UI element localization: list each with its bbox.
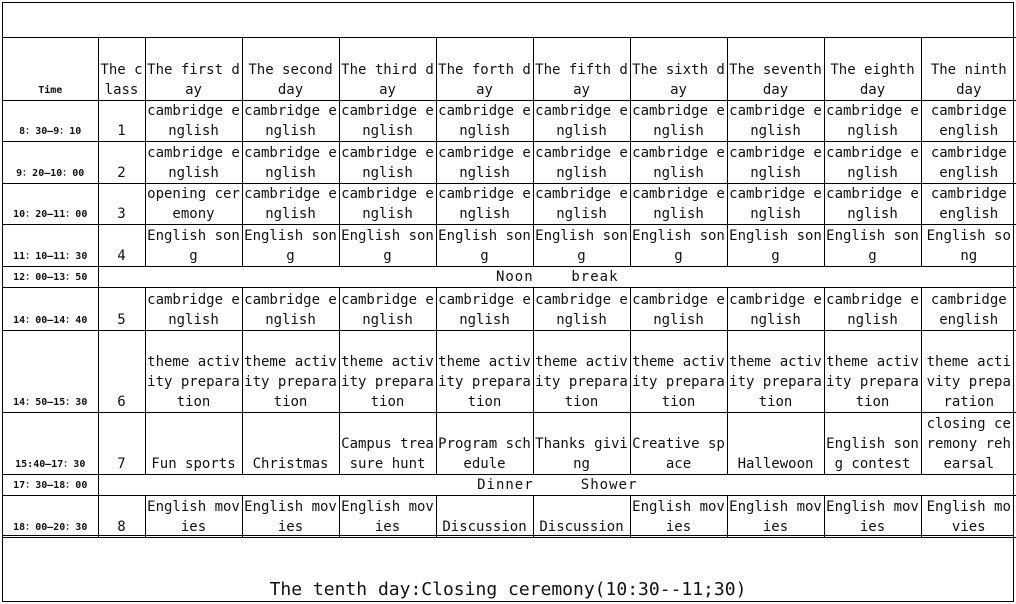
schedule-table [3,37,1016,538]
schedule-cell: cambridge english [921,184,1016,225]
schedule-cell: cambridge english [242,288,339,331]
header-day: The eighth day [824,38,921,101]
schedule-cell: English movies [727,496,824,538]
noon-break-label: Noon break [98,267,1016,288]
schedule-cell: English song [533,225,630,267]
schedule-cell: opening ceremony [145,184,242,225]
dinner-shower-label: Dinner Shower [98,475,1016,496]
class-number: 5 [98,288,145,331]
schedule-cell: theme activity preparation [339,331,436,413]
schedule-cell: English movies [630,496,727,538]
schedule-cell: cambridge english [533,101,630,142]
schedule-cell: theme activity preparation [630,331,727,413]
period-row [3,225,1016,267]
schedule-cell: Hallewoon [727,413,824,475]
schedule-cell: cambridge english [533,184,630,225]
period-row [3,184,1016,225]
schedule-cell: English song [436,225,533,267]
period-row [3,331,1016,413]
schedule-cell: English song [727,225,824,267]
schedule-sheet [2,2,1014,602]
time-slot: 18：00—20：30 [3,496,98,538]
schedule-cell: theme activity preparation [533,331,630,413]
class-number: 6 [98,331,145,413]
period-row [3,142,1016,184]
schedule-cell: English song [824,225,921,267]
schedule-cell: cambridge english [436,101,533,142]
period-row [3,496,1016,538]
schedule-cell: cambridge english [824,288,921,331]
header-day: The forth day [436,38,533,101]
schedule-cell: Fun sports [145,413,242,475]
schedule-cell: cambridge english [921,142,1016,184]
schedule-cell: cambridge english [630,142,727,184]
time-slot: 14：00—14：40 [3,288,98,331]
schedule-cell: cambridge english [436,184,533,225]
header-time: Time [3,38,98,101]
empty-title-row [3,3,1013,38]
footer-note-area [3,535,1013,601]
class-number: 7 [98,413,145,475]
class-number: 3 [98,184,145,225]
schedule-cell: cambridge english [339,288,436,331]
schedule-cell: cambridge english [921,101,1016,142]
header-day: The fifth day [533,38,630,101]
schedule-cell: English song [339,225,436,267]
header-day: The second day [242,38,339,101]
schedule-cell: Discussion [436,496,533,538]
schedule-cell: Creative space [630,413,727,475]
schedule-cell: cambridge english [824,184,921,225]
class-number: 1 [98,101,145,142]
schedule-cell: English song [145,225,242,267]
schedule-cell: cambridge english [533,142,630,184]
time-slot: 9：20—10：00 [3,142,98,184]
time-slot: 14：50—15：30 [3,331,98,413]
noon-break-row [3,267,1016,288]
header-class: The class [98,38,145,101]
schedule-cell: cambridge english [727,142,824,184]
schedule-cell: cambridge english [242,142,339,184]
schedule-cell: English movies [145,496,242,538]
schedule-cell: cambridge english [630,101,727,142]
time-slot: 11：10—11：30 [3,225,98,267]
time-slot: 10：20—11：00 [3,184,98,225]
time-slot: 8：30—9：10 [3,101,98,142]
schedule-cell: cambridge english [727,184,824,225]
time-slot: 15:40—17：30 [3,413,98,475]
noon-time: 12：00—13：50 [3,267,98,288]
schedule-cell: cambridge english [630,288,727,331]
schedule-cell: cambridge english [921,288,1016,331]
schedule-cell: English song contest [824,413,921,475]
schedule-cell: cambridge english [145,101,242,142]
class-number: 4 [98,225,145,267]
schedule-cell: theme activity preparation [145,331,242,413]
schedule-cell: cambridge english [436,142,533,184]
schedule-cell: cambridge english [824,101,921,142]
schedule-cell: cambridge english [339,184,436,225]
schedule-cell: Discussion [533,496,630,538]
schedule-cell: Thanks giving [533,413,630,475]
schedule-cell: English song [921,225,1016,267]
schedule-cell: cambridge english [824,142,921,184]
schedule-cell: cambridge english [242,184,339,225]
schedule-cell: English movies [921,496,1016,538]
schedule-cell: cambridge english [145,288,242,331]
schedule-cell: cambridge english [533,288,630,331]
schedule-cell: theme activity preparation [921,331,1016,413]
schedule-cell: English song [242,225,339,267]
class-number: 2 [98,142,145,184]
period-row [3,101,1016,142]
schedule-cell: English song [630,225,727,267]
period-row [3,413,1016,475]
dinner-time: 17：30—18：00 [3,475,98,496]
schedule-cell: theme activity preparation [824,331,921,413]
header-day: The seventh day [727,38,824,101]
schedule-cell: cambridge english [145,142,242,184]
schedule-cell: theme activity preparation [242,331,339,413]
header-day: The ninth day [921,38,1016,101]
schedule-cell: closing ceremony rehearsal [921,413,1016,475]
schedule-cell: Program schedule [436,413,533,475]
header-day: The third day [339,38,436,101]
schedule-cell: cambridge english [630,184,727,225]
schedule-cell: Campus treasure hunt [339,413,436,475]
schedule-cell: Christmas [242,413,339,475]
schedule-cell: cambridge english [339,101,436,142]
dinner-row [3,475,1016,496]
schedule-cell: cambridge english [339,142,436,184]
schedule-cell: English movies [242,496,339,538]
schedule-cell: cambridge english [436,288,533,331]
closing-ceremony-note: The tenth day:Closing ceremony(10:30--11;30) [269,579,747,600]
schedule-cell: English movies [824,496,921,538]
schedule-cell: theme activity preparation [436,331,533,413]
header-day: The sixth day [630,38,727,101]
schedule-cell: theme activity preparation [727,331,824,413]
schedule-cell: cambridge english [727,101,824,142]
period-row [3,288,1016,331]
class-number: 8 [98,496,145,538]
schedule-cell: English movies [339,496,436,538]
header-day: The first day [145,38,242,101]
schedule-cell: cambridge english [727,288,824,331]
schedule-cell: cambridge english [242,101,339,142]
header-row [3,38,1016,101]
